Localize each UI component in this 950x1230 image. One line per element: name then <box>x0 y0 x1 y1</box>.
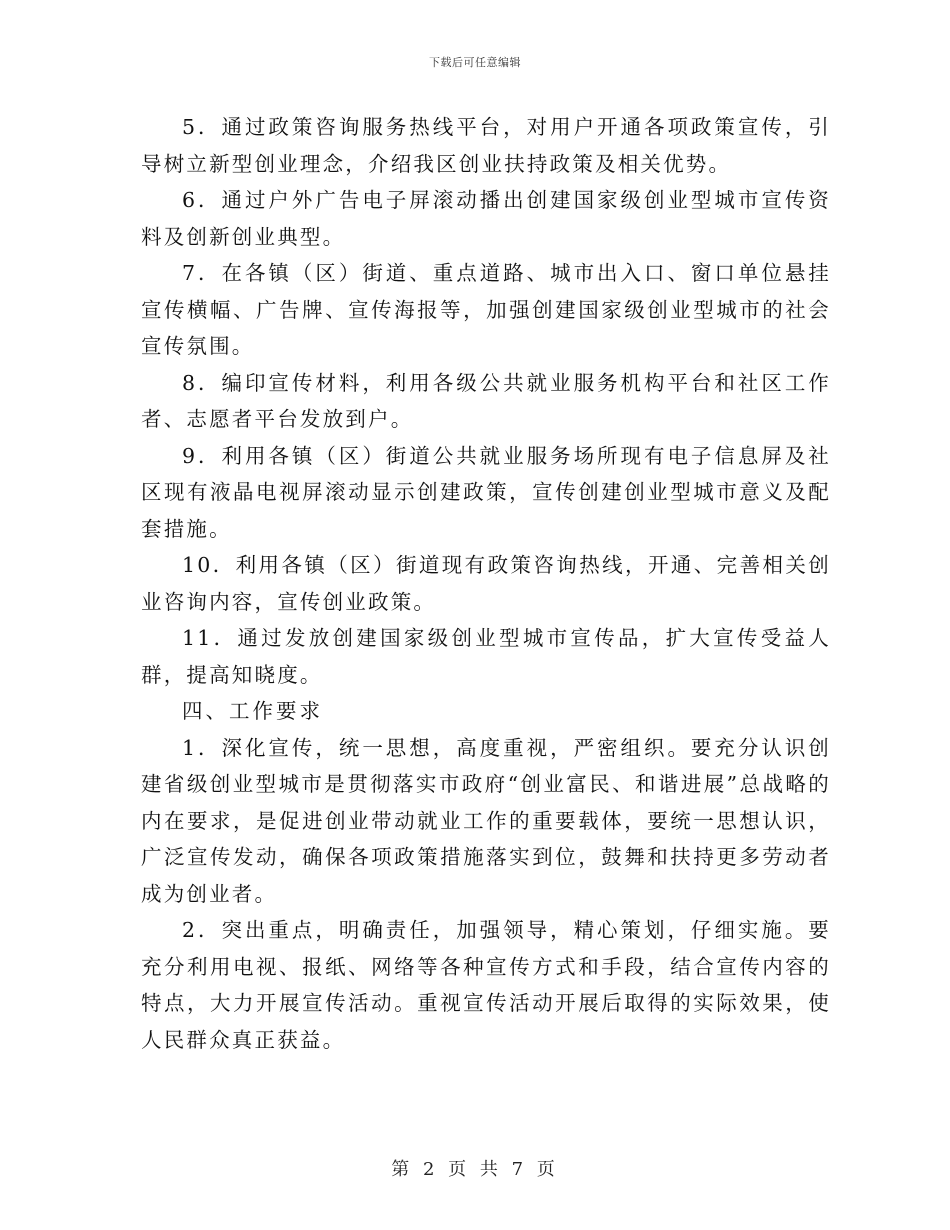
paragraph-item-5: 5．通过政策咨询服务热线平台，对用户开通各项政策宣传，引导树立新型创业理念，介绍我区创业扶持政策及相关优势。 <box>141 115 831 176</box>
page-indicator: 第 2 页 共 7 页 <box>391 1159 559 1180</box>
requirement-item-2: 2．突出重点，明确责任，加强领导，精心策划，仔细实施。要充分利用电视、报纸、网络等各种宣传方式和手段，结合宣传内容的特点，大力开展宣传活动。重视宣传活动开展后取得的实际效果，使人民群众真正获益。 <box>141 918 831 1052</box>
paragraph-item-7: 7．在各镇（区）街道、重点道路、城市出入口、窗口单位悬挂宣传横幅、广告牌、宣传海报等，加强创建国家级创业型城市的社会宣传氛围。 <box>141 261 831 358</box>
paragraph-item-8: 8．编印宣传材料，利用各级公共就业服务机构平台和社区工作者、志愿者平台发放到户。 <box>141 370 831 431</box>
paragraph-item-9: 9．利用各镇（区）街道公共就业服务场所现有电子信息屏及社区现有液晶电视屏滚动显示创建政策，宣传创建创业型城市意义及配套措施。 <box>141 443 831 541</box>
section-heading: 四、工作要求 <box>182 699 323 723</box>
document-body <box>141 109 831 1058</box>
paragraph-item-11: 11．通过发放创建国家级创业型城市宣传品，扩大宣传受益人群，提高知晓度。 <box>141 626 831 687</box>
requirement-item-1: 1．深化宣传，统一思想，高度重视，严密组织。要充分认识创建省级创业型城市是贯彻落实市政府“创业富民、和谐进展”总战略的内在要求，是促进创业带动就业工作的重要载体，要统一思想认识，广泛宣传发动，确保各项政策措施落实到位，鼓舞和扶持更多劳动者成为创业者。 <box>141 735 831 906</box>
paragraph-item-10: 10．利用各镇（区）街道现有政策咨询热线，开通、完善相关创业咨询内容，宣传创业政策。 <box>141 553 831 614</box>
paragraph-item-6: 6．通过户外广告电子屏滚动播出创建国家级创业型城市宣传资料及创新创业典型。 <box>141 188 831 249</box>
header-note: 下载后可任意编辑 <box>429 56 521 69</box>
